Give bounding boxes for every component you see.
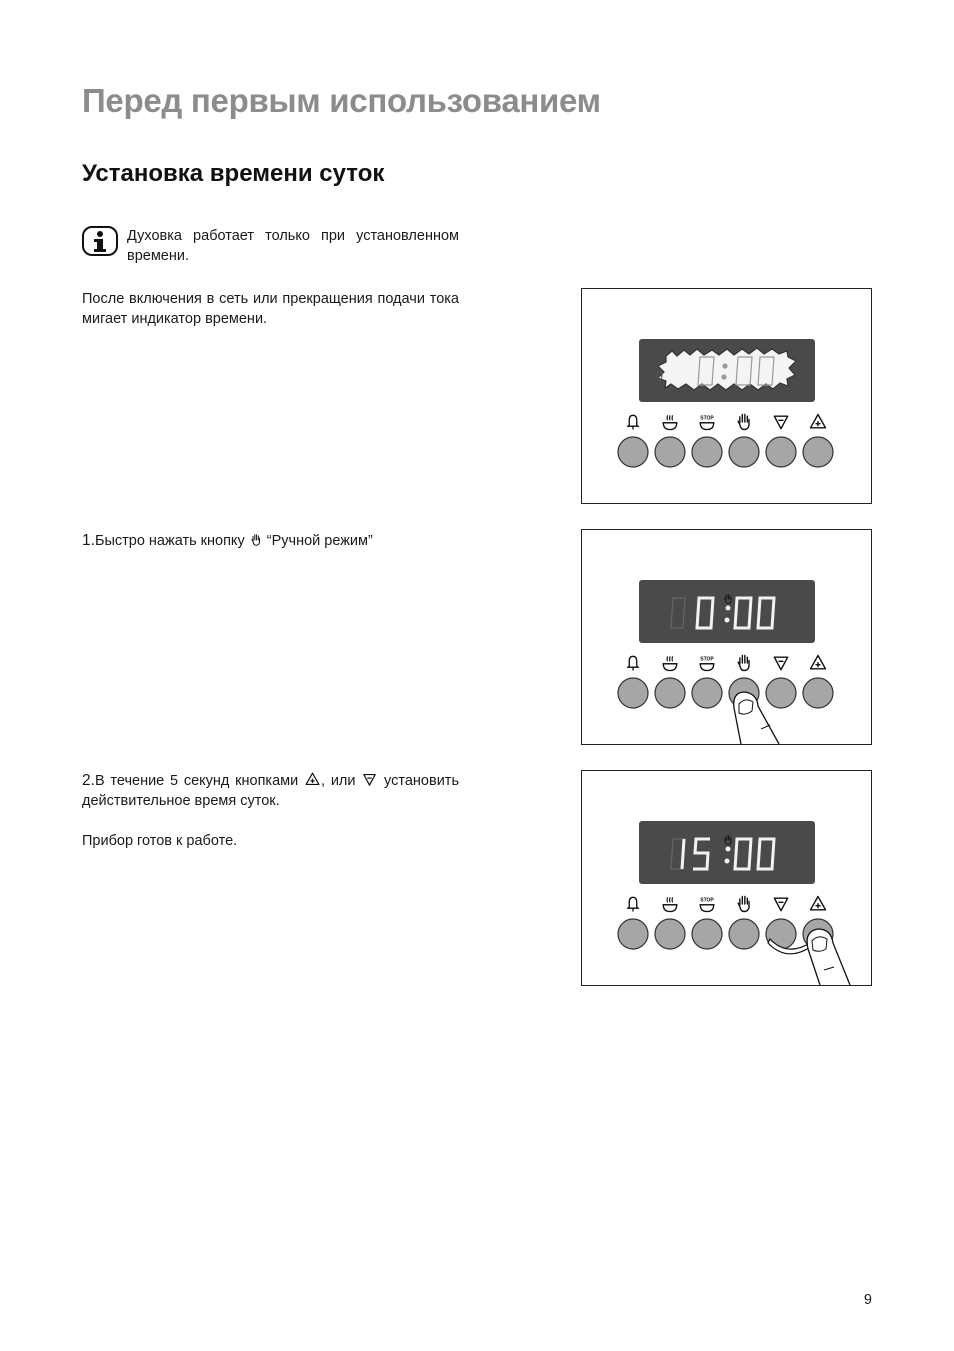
ready-note: Прибор готов к работе. <box>82 833 238 849</box>
end-time-stop-icon <box>700 416 715 430</box>
manual-mode-button[interactable] <box>729 919 759 949</box>
section-title: Установка времени суток <box>82 160 385 187</box>
bell-icon <box>628 897 638 911</box>
info-note: Духовка работает только при установленном времени. <box>127 228 459 264</box>
step-number: 2. <box>82 772 95 789</box>
plus-icon <box>811 656 826 669</box>
minus-button[interactable] <box>766 437 796 467</box>
manual-mode-button[interactable] <box>729 437 759 467</box>
minus-icon <box>361 771 378 788</box>
manual-mode-hand-icon <box>738 897 749 912</box>
display-screen <box>639 580 815 643</box>
manual-mode-hand-icon <box>249 532 263 548</box>
end-time-button[interactable] <box>692 678 722 708</box>
plus-button[interactable] <box>803 678 833 708</box>
flash-burst <box>658 348 796 390</box>
page-title: Перед первым использованием <box>82 82 601 119</box>
minus-icon <box>774 416 787 429</box>
minus-icon <box>774 898 787 911</box>
plus-icon <box>811 897 826 910</box>
minus-button[interactable] <box>766 678 796 708</box>
end-time-stop-icon <box>700 898 715 912</box>
manual-mode-hand-icon <box>738 415 749 430</box>
end-time-button[interactable] <box>692 437 722 467</box>
cooking-time-button[interactable] <box>655 437 685 467</box>
end-time-button[interactable] <box>692 919 722 949</box>
cooking-time-button[interactable] <box>655 919 685 949</box>
button-icon-row <box>628 415 826 430</box>
bell-icon <box>628 415 638 429</box>
bell-icon <box>628 656 638 670</box>
plus-icon <box>304 771 321 788</box>
plus-button[interactable] <box>803 437 833 467</box>
display-screen <box>639 821 815 884</box>
info-icon <box>82 226 118 256</box>
intro-paragraph: После включения в сеть или прекращения подачи тока мигает индикатор времени. <box>82 291 459 327</box>
bell-button[interactable] <box>618 437 648 467</box>
control-panel-figure-2 <box>581 529 872 745</box>
step-text-mid: , или <box>321 773 356 789</box>
minus-icon <box>774 657 787 670</box>
end-time-stop-icon <box>700 657 715 671</box>
step-number: 1. <box>82 532 95 549</box>
button-icon-row <box>628 656 826 671</box>
page-number: 9 <box>863 1292 872 1308</box>
bell-button[interactable] <box>618 678 648 708</box>
control-panel-figure-3 <box>581 770 872 986</box>
step-2 <box>82 771 459 811</box>
control-panel-figure-1 <box>581 288 872 504</box>
step-text-end: “Ручной режим” <box>266 533 373 549</box>
cooking-time-button[interactable] <box>655 678 685 708</box>
step-text-end: установить действительное время суток. <box>82 773 459 809</box>
manual-mode-hand-icon <box>738 656 749 671</box>
button-icon-row <box>628 897 826 912</box>
step-1 <box>82 531 482 552</box>
cooking-time-icon <box>663 656 678 670</box>
plus-icon <box>811 415 826 428</box>
bell-button[interactable] <box>618 919 648 949</box>
pressing-finger <box>807 929 850 985</box>
step-text: В течение 5 секунд кнопками <box>94 773 299 789</box>
cooking-time-icon <box>663 415 678 429</box>
cooking-time-icon <box>663 897 678 911</box>
step-text: Быстро нажать кнопку <box>94 533 245 549</box>
